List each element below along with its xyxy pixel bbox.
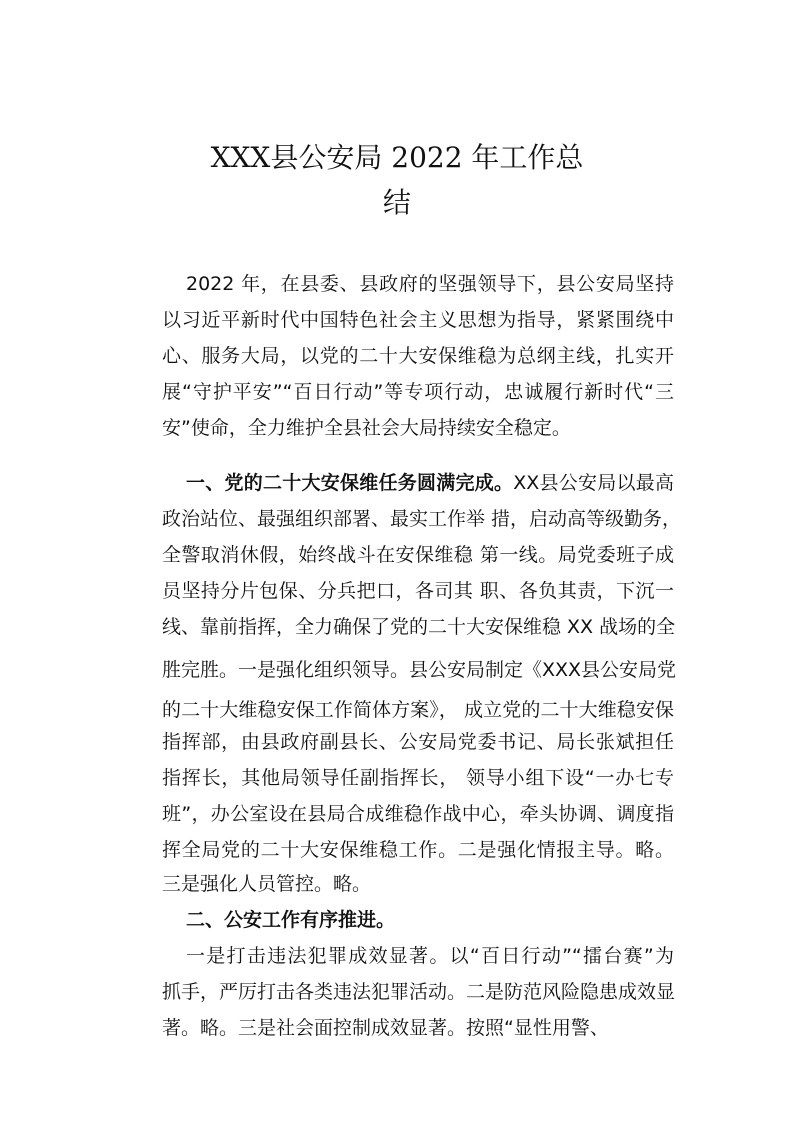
intro-line: 以习近平新时代中国特色社会主义思想为指导，紧紧围绕中 bbox=[162, 309, 674, 331]
section2-heading: 二、公安工作有序推进。 bbox=[186, 909, 396, 931]
section2-line: 一是打击违法犯罪成效显著。以“百日行动”“擂台赛”为 bbox=[186, 945, 674, 967]
section1-line: 线、靠前指挥，全力确保了党的二十大安保维稳 XX 战场的全 bbox=[162, 616, 676, 638]
section1-line: 指挥部，由县政府副县长、公安局党委书记、局长张斌担任 bbox=[162, 731, 674, 753]
section1-line: 政治站位、最强组织部署、最实工作举 措，启动高等级勤务， bbox=[162, 508, 682, 530]
intro-line: 展“守护平安”“百日行动”等专项行动，忠诚履行新时代“三 bbox=[162, 381, 674, 403]
section1-first-line bbox=[186, 468, 674, 498]
document-title-line1: XXX县公安局 2022 年工作总 bbox=[210, 141, 584, 174]
section1-line: 员坚持分片包保、分兵把口，各司其 职、各负其责，下沉一 bbox=[162, 580, 674, 602]
section1-heading: 一、党的二十大安保维任务圆满完成。 bbox=[186, 472, 514, 494]
intro-line: 心、服务大局，以党的二十大安保维稳为总纲主线，扎实开 bbox=[162, 345, 674, 367]
section1-line: 全警取消休假，始终战斗在安保维稳 第一线。局党委班子成 bbox=[162, 544, 674, 566]
section2-line: 抓手，严厉打击各类违法犯罪活动。二是防范风险隐患成效显 bbox=[162, 981, 676, 1003]
section1-line: 指挥长，其他局领导任副指挥长， 领导小组下设“一办七专 bbox=[162, 767, 674, 789]
section1-line: 胜完胜。一是强化组织领导。县公安局制定《XXX县公安局党 bbox=[162, 659, 677, 681]
section1-line: 三是强化人员管控。略。 bbox=[162, 873, 372, 895]
intro-line: 安”使命，全力维护全县社会大局持续安全稳定。 bbox=[162, 417, 571, 439]
section1-text: XX县公安局以最高 bbox=[513, 472, 674, 494]
document-title-line2: 结 bbox=[382, 186, 411, 219]
intro-line: 2022 年，在县委、县政府的坚强领导下，县公安局坚持 bbox=[186, 273, 674, 295]
section1-line: 的二十大维稳安保工作简体方案》， 成立党的二十大维稳安保 bbox=[162, 699, 674, 721]
section1-line: 班”，办公室设在县局合成维稳作战中心，牵头协调、调度指 bbox=[162, 803, 674, 825]
section2-line: 著。略。三是社会面控制成效显著。按照“显性用警、 bbox=[162, 1017, 609, 1039]
section1-line: 挥全局党的二十大安保维稳工作。二是强化情报主导。略。 bbox=[162, 839, 674, 861]
